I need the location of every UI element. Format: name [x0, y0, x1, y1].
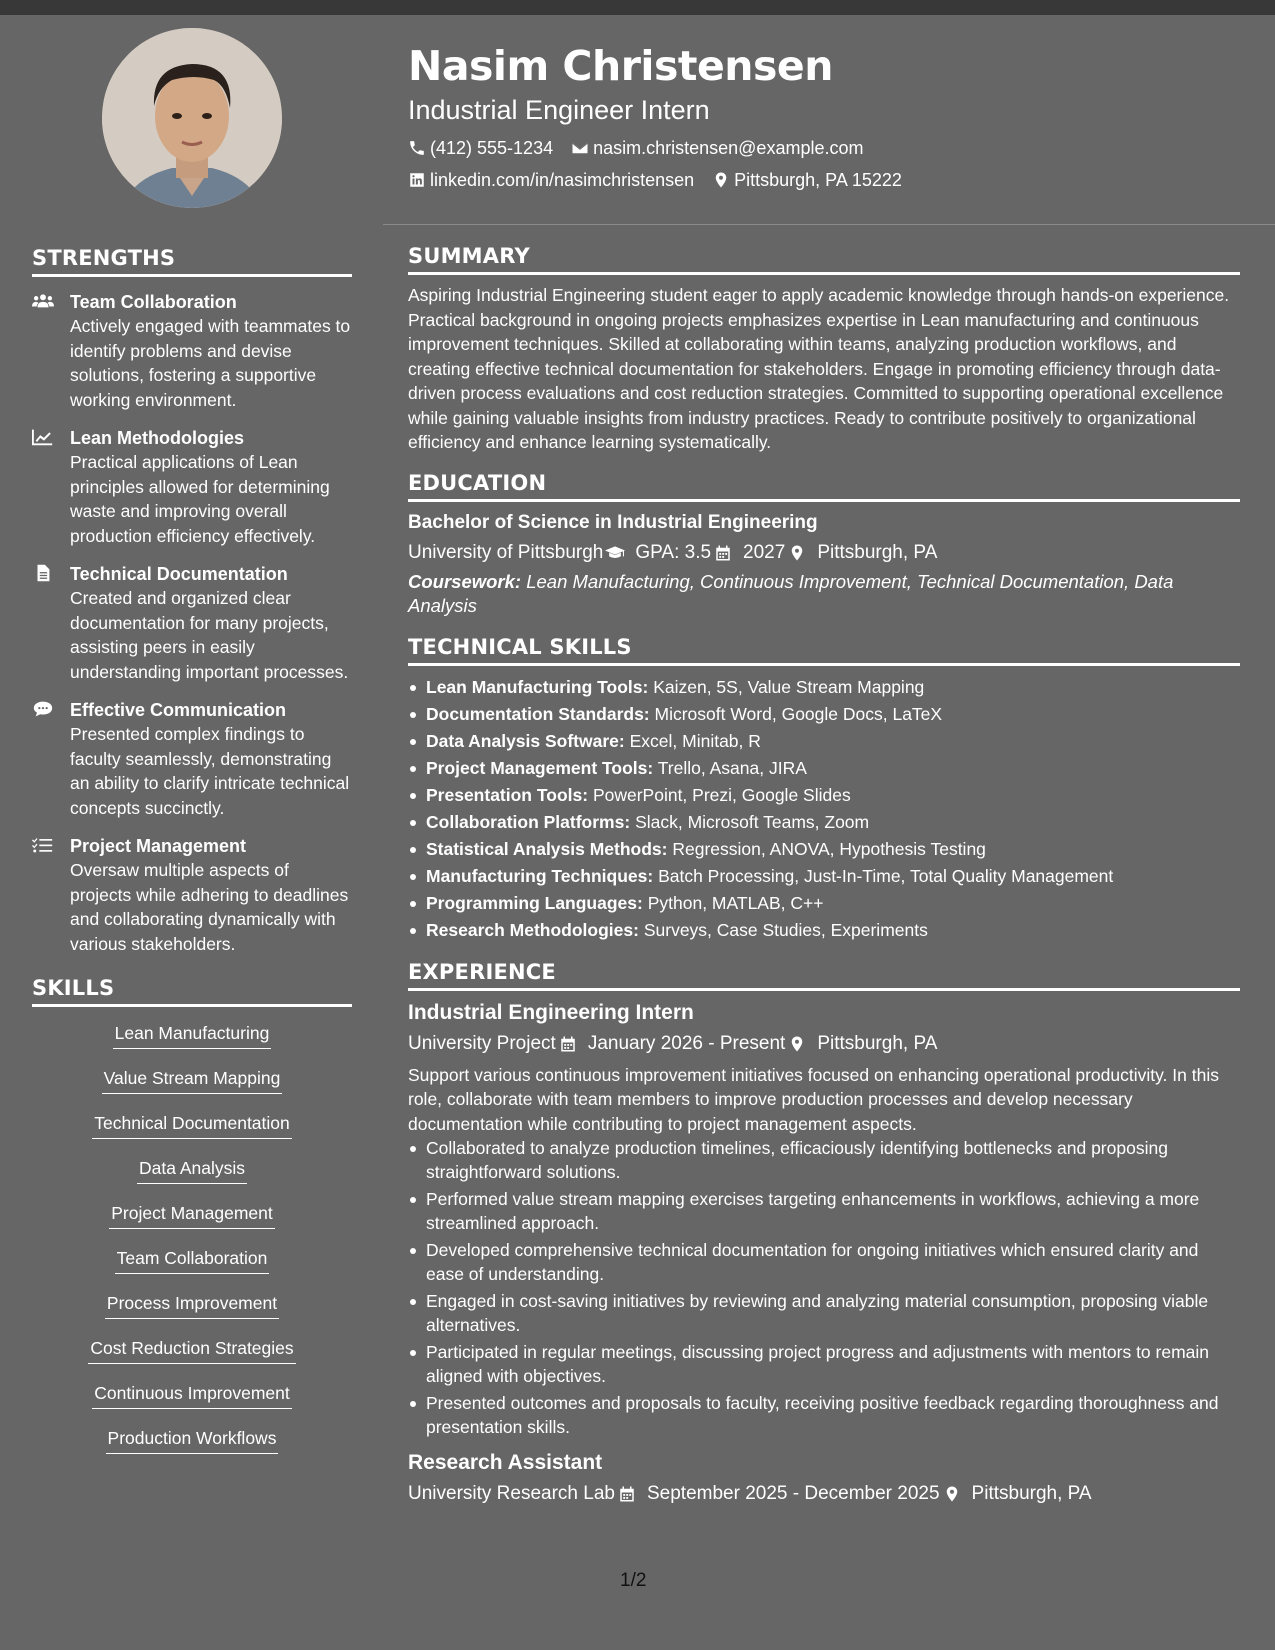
list-item: Developed comprehensive technical documentation for ongoing initiatives which ensured clarity and ease of understanding. [408, 1238, 1240, 1286]
skill-category: Presentation Tools: [426, 784, 589, 805]
map-pin-icon [787, 544, 807, 562]
sidebar [32, 28, 352, 1457]
technical-skills-list [408, 674, 1240, 944]
coursework [408, 570, 1240, 619]
map-pin-icon [787, 1035, 807, 1053]
job-location: Pittsburgh, PA [971, 1483, 1092, 1504]
skill-label: Technical Documentation [92, 1111, 292, 1139]
strength-desc: Oversaw multiple aspects of projects while adhering to deadlines and collaborating dynamically with various stakeholders. [70, 860, 349, 954]
skill-values: Batch Processing, Just-In-Time, Total Quality Management [658, 865, 1114, 886]
avatar [102, 28, 282, 208]
map-pin-icon [942, 1485, 962, 1503]
strength-desc: Created and organized clear documentation for many projects, assisting peers in easily understanding important processes. [70, 588, 349, 682]
phone-contact[interactable] [408, 138, 553, 159]
strength-title: Team Collaboration [70, 292, 237, 312]
coursework-list: Lean Manufacturing, Continuous Improvement, Technical Documentation, Data Analysis [408, 570, 1174, 616]
skill-values: PowerPoint, Prezi, Google Slides [592, 784, 851, 805]
skill-label: Cost Reduction Strategies [88, 1336, 295, 1364]
list-item [408, 917, 1240, 944]
skill-values: Regression, ANOVA, Hypothesis Testing [672, 838, 986, 859]
strength-title: Lean Methodologies [70, 428, 245, 448]
strength-desc: Presented complex findings to faculty seamlessly, demonstrating an ability to clarify intricate technical concepts succinctly. [70, 724, 350, 818]
map-pin-icon [712, 171, 730, 189]
summary-section [408, 244, 1240, 455]
location-text: Pittsburgh, PA 15222 [734, 169, 902, 190]
skill-category: Project Management Tools: [426, 757, 654, 778]
job-meta [408, 1481, 1240, 1507]
strength-item [32, 290, 352, 412]
skill-label: Lean Manufacturing [113, 1021, 272, 1049]
strength-title: Project Management [70, 836, 247, 856]
job-title: Industrial Engineering Intern [408, 1000, 694, 1024]
experience-section [408, 960, 1240, 1508]
main-content [408, 244, 1240, 1507]
school-location: Pittsburgh, PA [817, 541, 938, 563]
list-item [408, 701, 1240, 728]
skill-category: Programming Languages: [426, 892, 643, 913]
skill-values: Trello, Asana, JIRA [657, 757, 807, 778]
skill-item [32, 1336, 352, 1367]
skill-item [32, 1111, 352, 1142]
job-entry [408, 1449, 1240, 1507]
list-item: Participated in regular meetings, discussing project progress and adjustments with mentors to remain aligned with objectives. [408, 1340, 1240, 1388]
skill-label: Continuous Improvement [92, 1381, 292, 1409]
calendar-icon [617, 1485, 637, 1503]
chart-line-icon [32, 426, 70, 548]
users-icon [32, 290, 70, 412]
skill-label: Data Analysis [137, 1156, 247, 1184]
job-bullets [408, 1136, 1240, 1439]
skill-item [32, 1066, 352, 1097]
linkedin-icon [408, 171, 426, 189]
skill-item [32, 1201, 352, 1232]
gpa: GPA: 3.5 [635, 541, 712, 563]
graduation-year: 2027 [743, 541, 786, 563]
candidate-role: Industrial Engineer Intern [408, 95, 710, 125]
strength-item [32, 698, 352, 820]
job-location: Pittsburgh, PA [817, 1032, 938, 1054]
degree-title: Bachelor of Science in Industrial Engineering [408, 511, 818, 533]
page-number: 1/2 [620, 1570, 647, 1591]
calendar-icon [713, 544, 733, 562]
list-item [408, 782, 1240, 809]
phone-text: (412) 555-1234 [430, 137, 554, 158]
school-name: University of Pittsburgh [408, 541, 604, 563]
skill-label: Process Improvement [105, 1291, 279, 1319]
skill-item [32, 1426, 352, 1457]
location-contact [712, 170, 902, 191]
candidate-name: Nasim Christensen [408, 42, 833, 90]
job-title: Research Assistant [408, 1451, 603, 1474]
contact-row [408, 137, 1228, 159]
technical-skills-section [408, 635, 1240, 944]
skill-label: Value Stream Mapping [102, 1066, 283, 1094]
job-meta [408, 1031, 1240, 1057]
phone-icon [408, 139, 426, 157]
list-item [408, 728, 1240, 755]
list-item: Collaborated to analyze production timelines, efficaciously identifying bottlenecks and proposing straightforward solutions. [408, 1136, 1240, 1184]
skill-category: Manufacturing Techniques: [426, 865, 654, 886]
summary-text: Aspiring Industrial Engineering student eager to apply academic knowledge through hands-on experience. Practical background in ongoing projects emphasizes expertise in Lean manufacturing and continuous improvement techniques. Skilled at collaborating within teams, analyzing production workflows, and creating effective technical documentation for stakeholders. Engage in promoting efficiency through data-driven process evaluations and cost reduction strategies. Committed to supporting operational excellence while gaining valuable insights from industry practices. Ready to contribute positively to organizational efficiency and enhance learning systematically. [408, 285, 1230, 452]
skill-category: Lean Manufacturing Tools: [426, 676, 649, 697]
technical-skills-heading: TECHNICAL SKILLS [408, 635, 1240, 666]
list-item [408, 836, 1240, 863]
strength-title: Effective Communication [70, 700, 287, 720]
skill-values: Python, MATLAB, C++ [647, 892, 824, 913]
skill-category: Collaboration Platforms: [426, 811, 631, 832]
skill-list [32, 1021, 352, 1457]
graduation-cap-icon [605, 544, 625, 562]
job-dates: September 2025 - December 2025 [646, 1483, 940, 1504]
contact-row [408, 169, 1228, 191]
linkedin-contact[interactable] [408, 170, 694, 191]
strengths-section [32, 246, 352, 956]
list-item: Engaged in cost-saving initiatives by reviewing and analyzing material consumption, proposing viable alternatives. [408, 1289, 1240, 1337]
education-meta [408, 540, 1240, 566]
skill-category: Statistical Analysis Methods: [426, 838, 668, 859]
skills-heading: SKILLS [32, 976, 352, 1007]
envelope-icon [571, 139, 589, 157]
skills-section [32, 976, 352, 1457]
list-item: Presented outcomes and proposals to faculty, receiving positive feedback regarding thoroughness and presentation skills. [408, 1391, 1240, 1439]
job-description: Support various continuous improvement initiatives focused on enhancing operational productivity. In this role, collaborate with team members to improve production processes and develop necessary documentation while contributing to project management aspects. [408, 1064, 1219, 1134]
strength-item [32, 562, 352, 684]
job-org: University Research Lab [408, 1483, 615, 1504]
email-contact[interactable] [571, 138, 863, 159]
list-item [408, 674, 1240, 701]
skill-label: Team Collaboration [115, 1246, 270, 1274]
summary-heading: SUMMARY [408, 244, 1240, 275]
job-org: University Project [408, 1032, 556, 1054]
list-item [408, 890, 1240, 917]
list-item [408, 863, 1240, 890]
skill-values: Microsoft Word, Google Docs, LaTeX [654, 703, 943, 724]
skill-label: Project Management [109, 1201, 274, 1229]
skill-item [32, 1156, 352, 1187]
calendar-icon [558, 1035, 578, 1053]
job-dates: January 2026 - Present [587, 1032, 786, 1054]
strength-desc: Actively engaged with teammates to identify problems and devise solutions, fostering a supportive working environment. [70, 316, 351, 410]
strength-title: Technical Documentation [70, 564, 288, 584]
skill-category: Documentation Standards: [426, 703, 650, 724]
top-bar [0, 0, 1275, 15]
tasks-icon [32, 834, 70, 956]
education-section [408, 471, 1240, 619]
skill-values: Excel, Minitab, R [629, 730, 761, 751]
education-heading: EDUCATION [408, 471, 1240, 502]
list-item: Performed value stream mapping exercises targeting enhancements in workflows, achieving a more streamlined approach. [408, 1187, 1240, 1235]
email-text: nasim.christensen@example.com [593, 137, 864, 158]
experience-heading: EXPERIENCE [408, 960, 1240, 991]
coursework-label: Coursework: [408, 570, 522, 592]
skill-category: Research Methodologies: [426, 919, 639, 940]
skill-item [32, 1021, 352, 1052]
skill-values: Kaizen, 5S, Value Stream Mapping [653, 676, 925, 697]
resume-header [408, 40, 1228, 191]
skill-values: Surveys, Case Studies, Experiments [643, 919, 928, 940]
skill-item [32, 1246, 352, 1277]
job-entry [408, 999, 1240, 1440]
skill-label: Production Workflows [106, 1426, 279, 1454]
strengths-heading: STRENGTHS [32, 246, 352, 277]
skill-item [32, 1291, 352, 1322]
list-item [408, 755, 1240, 782]
header-divider [383, 224, 1275, 225]
linkedin-text: linkedin.com/in/nasimchristensen [430, 169, 695, 190]
chat-icon [32, 698, 70, 820]
strength-item [32, 426, 352, 548]
strength-desc: Practical applications of Lean principles allowed for determining waste and improving overall production efficiency effectively. [70, 452, 330, 546]
skill-item [32, 1381, 352, 1412]
list-item [408, 809, 1240, 836]
document-icon [32, 562, 70, 684]
skill-category: Data Analysis Software: [426, 730, 625, 751]
skill-values: Slack, Microsoft Teams, Zoom [635, 811, 870, 832]
strength-item [32, 834, 352, 956]
